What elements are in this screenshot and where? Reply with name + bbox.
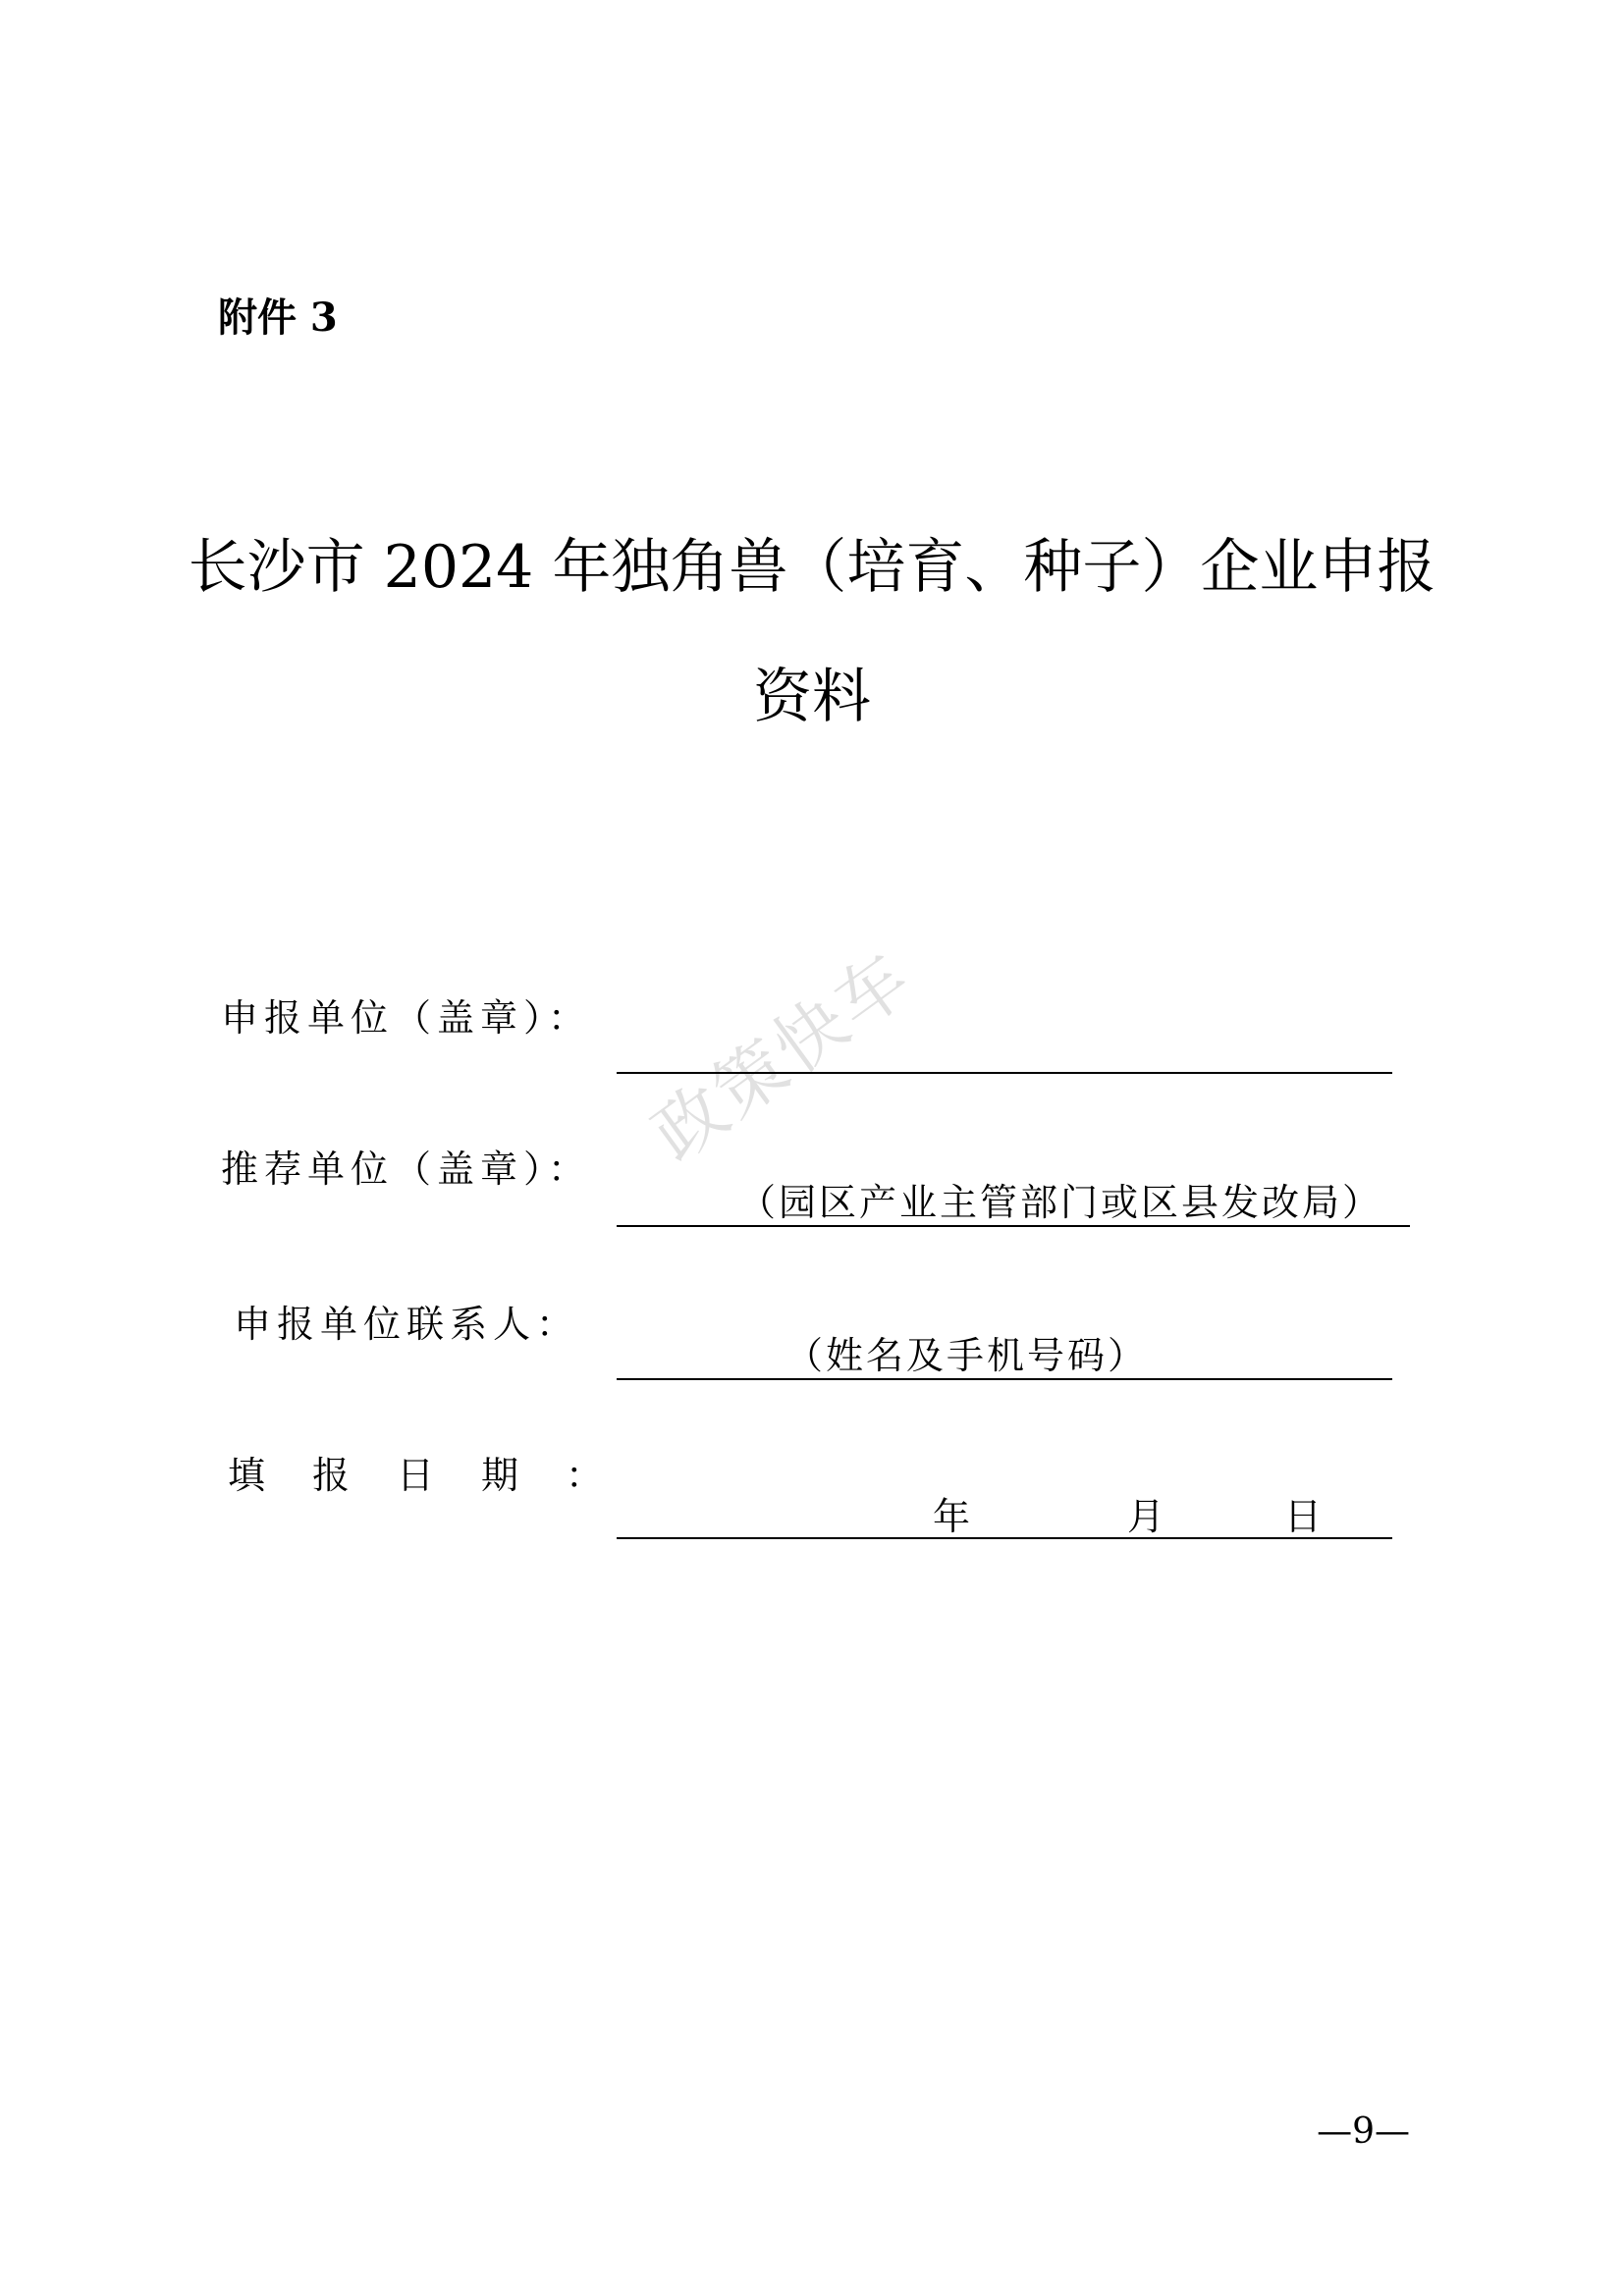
fill-date-label: 填报日期： xyxy=(228,1454,651,1497)
attachment-label: 附件 3 xyxy=(218,294,338,341)
recommending-unit-field[interactable] xyxy=(617,1225,1410,1227)
document-title-line2: 资料 xyxy=(753,663,871,731)
document-title-line1: 长沙市 2024 年独角兽（培育、种子）企业申报 xyxy=(188,533,1436,602)
recommending-unit-label: 推荐单位（盖章）： xyxy=(221,1148,592,1191)
applicant-unit-label: 申报单位（盖章）： xyxy=(221,996,592,1040)
page-number: —9— xyxy=(1317,2111,1410,2152)
date-month-label: 月 xyxy=(1127,1495,1165,1538)
contact-hint: （姓名及手机号码） xyxy=(785,1334,1149,1377)
contact-label: 申报单位联系人： xyxy=(234,1303,580,1346)
date-day-label: 日 xyxy=(1284,1495,1323,1538)
recommending-unit-hint: （园区产业主管部门或区县发改局） xyxy=(738,1181,1383,1224)
date-year-label: 年 xyxy=(933,1495,971,1538)
fill-date-field[interactable] xyxy=(617,1537,1392,1539)
contact-field[interactable] xyxy=(617,1378,1392,1380)
watermark: 政策快车 xyxy=(637,934,928,1177)
applicant-unit-field[interactable] xyxy=(617,1072,1392,1074)
